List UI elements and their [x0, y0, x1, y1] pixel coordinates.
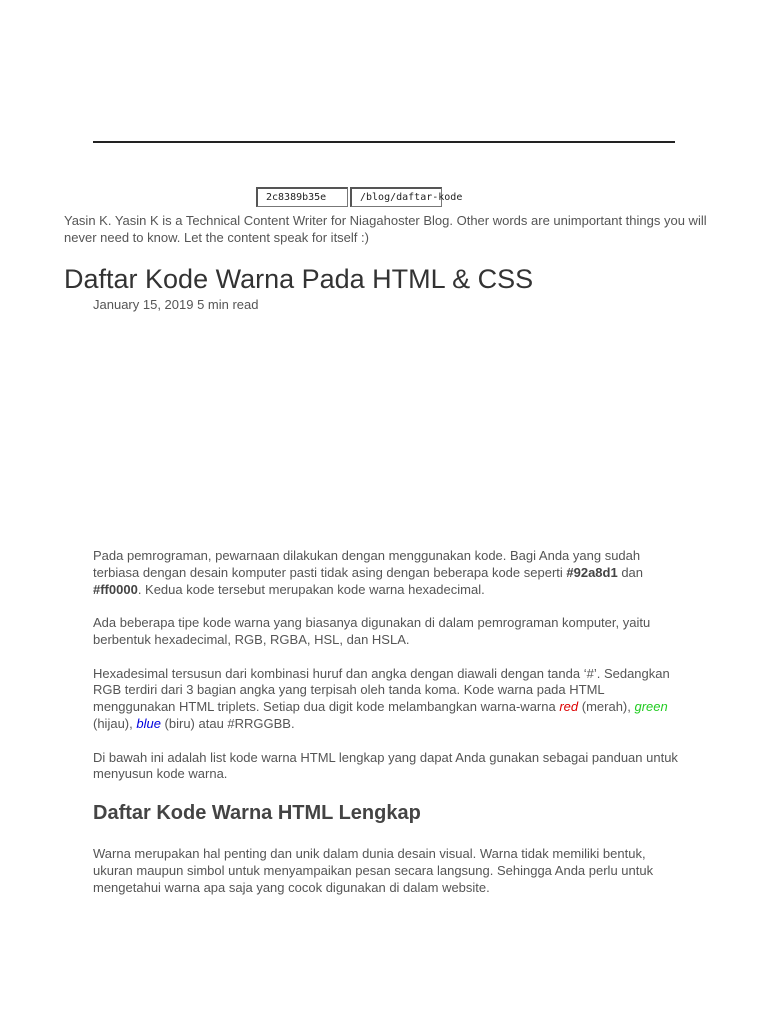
intro-text: Pada pemrograman, pewarnaan dilakukan dengan menggunakan kode. Bagi Anda yang sudah terbiasa dengan desain komputer pasti tidak asing dengan beberapa kode seperti — [93, 548, 641, 580]
green-translation: (hijau), — [93, 715, 137, 731]
green-label: green — [634, 699, 668, 715]
section-heading: Daftar Kode Warna HTML Lengkap — [93, 801, 421, 824]
red-label: red — [559, 699, 579, 715]
article-body — [93, 548, 683, 913]
paragraph-color-importance: Warna merupakan hal penting dan unik dalam dunia desain visual. Warna tidak memiliki bentuk, ukuran maupun simbol untuk menyampaikan pesan secara langsung. Sehingga Anda perlu untuk mengetahui warna apa saja yang cocok digunakan di dalam website. — [93, 845, 654, 895]
paragraph-intro — [93, 548, 683, 598]
paragraph-types: Ada beberapa tipe kode warna yang biasanya digunakan di dalam pemrograman komputer, yaitu berbentuk hexadecimal, RGB, RGBA, HSL, dan HSLA. — [93, 615, 651, 647]
color-code-example: #ff0000 — [93, 581, 138, 597]
post-meta: January 15, 2019 5 min read — [93, 297, 259, 312]
hex-text: Hexadesimal tersusun dari kombinasi huruf dan angka dengan diawali dengan tanda ‘#’. Sedangkan RGB terdiri dari 3 bagian angka yang terpisah oleh tanda koma. Kode warna pada HTML menggunakan HTML triplets. Setiap dua digit kode melambangkan warna-warna — [93, 665, 670, 715]
intro-text-mid: dan — [617, 564, 644, 580]
color-code-example: #92a8d1 — [566, 564, 618, 580]
id-input[interactable]: 2c8389b35e — [256, 187, 348, 207]
paragraph-hex — [93, 666, 683, 733]
author-bio: Yasin K. Yasin K is a Technical Content Writer for Niagahoster Blog. Other words are unimportant things you will never need to know. Let the content speak for itself :) — [64, 213, 707, 245]
path-input[interactable]: /blog/daftar-kode — [350, 187, 442, 207]
blue-label: blue — [136, 715, 161, 731]
red-translation: (merah), — [578, 699, 635, 715]
intro-text-end: . Kedua kode tersebut merupakan kode warna hexadecimal. — [137, 581, 485, 597]
hex-text-end: (biru) atau #RRGGBB. — [160, 715, 295, 731]
paragraph-list-intro: Di bawah ini adalah list kode warna HTML lengkap yang dapat Anda gunakan sebagai panduan untuk menyusun kode warna. — [93, 749, 678, 782]
post-title: Daftar Kode Warna Pada HTML & CSS — [64, 264, 534, 294]
header-divider — [93, 141, 675, 143]
hidden-form-fields — [256, 187, 463, 207]
